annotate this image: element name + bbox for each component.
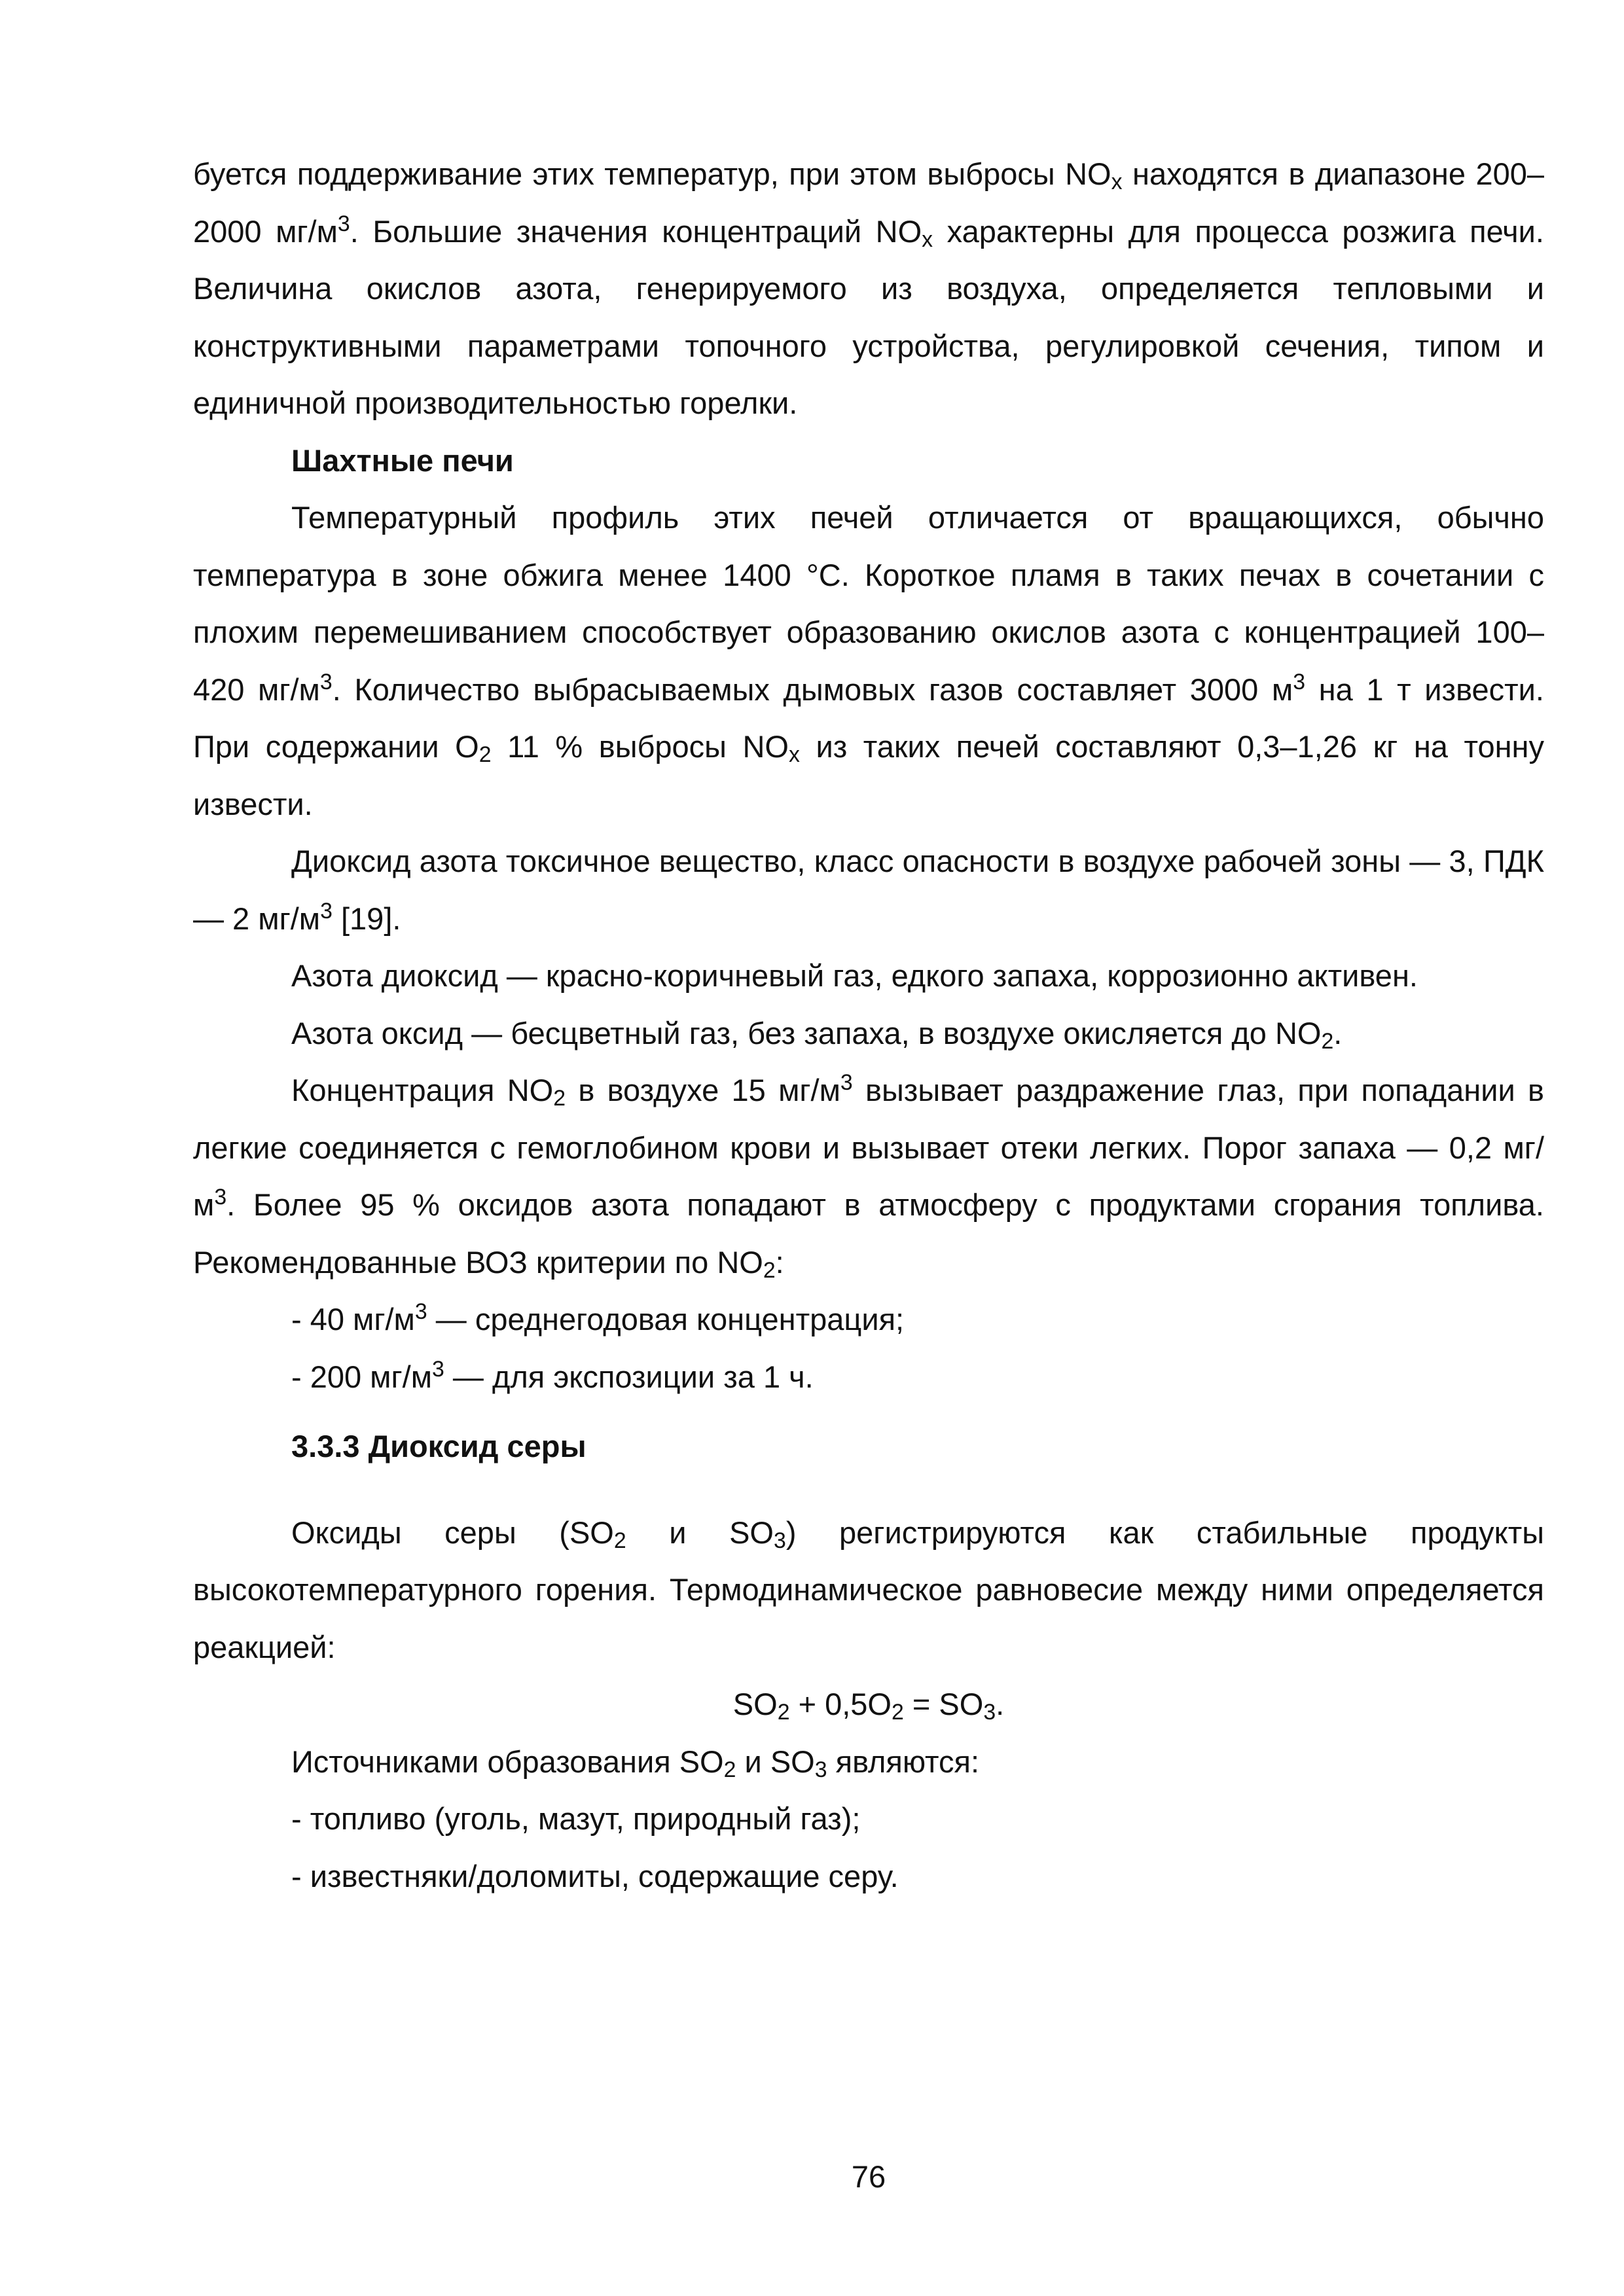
subheading-shaft-kilns: Шахтные печи bbox=[291, 442, 514, 478]
list-item-annual: - 40 $мг/м^3$ — среднегодовая концентрация; bbox=[291, 1299, 905, 1336]
paragraph-shaft-kilns: Температурный профиль этих печей отличается от вращающихся, обычно температура в зоне обжига менее 1400 °С. Короткое пламя в таких печах в сочетании с плохим перемешиванием способствует образованию окислов азота с концентрацией 100–420 $мг/м^3$. Количество выбрасываемых дымовых газов составляет 3000 $м^3$ на 1 т извести. При содержании $O_2$ 11 % выбросы $NO_x$ из таких печей составляют 0,3–1,26 кг на тонну извести. bbox=[193, 500, 1545, 821]
list-item-fuel: - топливо (уголь, мазут, природный газ); bbox=[291, 1801, 861, 1836]
paragraph-no2-description: Азота диоксид — красно-коричневый газ, едкого запаха, коррозионно активен. bbox=[291, 958, 1418, 993]
equation-so3: $SO_2 + 0,5O_2 = SO_3$. bbox=[732, 1687, 1005, 1725]
text-block-nox bbox=[193, 145, 1544, 1405]
section-heading-sulfur-dioxide: 3.3.3 Диоксид серы bbox=[291, 1429, 586, 1463]
page-number: 76 bbox=[851, 2159, 886, 2194]
paragraph-no2-toxicity: Диоксид азота токсичное вещество, класс опасности в воздухе рабочей зоны — 3, ПДК — 2 $мг/м^3$ [19]. bbox=[193, 844, 1544, 936]
paragraph-sulfur-sources: Источниками образования $SO_2$ и $SO_3$ являются: bbox=[291, 1744, 980, 1782]
section-gap bbox=[193, 1475, 1544, 1504]
paragraph-nox-emissions: буется поддерживание этих температур, при этом выбросы $NO_x$ находятся в диапазоне 200–2000 $мг/м^3$. Большие значения концентраций $NO_x$ характерны для процесса розжига печи. Величина окислов азота, генерируемого из воздуха, определяется тепловыми и конструктивными параметрами топочного устройства, регулировкой сечения, типом и единичной производительностью горелки. bbox=[193, 156, 1545, 420]
document-page bbox=[193, 0, 1544, 2296]
list-item-hourly: - 200 $мг/м^3$ — для экспозиции за 1 ч. bbox=[291, 1356, 814, 1394]
paragraph-no2-effects: Концентрация $NO_2$ в воздухе 15 $мг/м^3$ вызывает раздражение глаз, при попадании в легкие соединяется с гемоглобином крови и вызывает отеки легких. Порог запаха — 0,2 $мг/м^3$. Более 95 % оксидов азота попадают в атмосферу с продуктами сгорания топлива. Рекомендованные ВОЗ критерии по $NO_2$: bbox=[193, 1070, 1544, 1283]
paragraph-sulfur-oxides: Оксиды серы ($SO_2$ и $SO_3$) регистрируются как стабильные продукты высокотемпературного горения. Термодинамическое равновесие между ними определяется реакцией: bbox=[193, 1515, 1545, 1664]
paragraph-no-description: Азота оксид — бесцветный газ, без запаха, в воздухе окисляется до $NO_2$. bbox=[291, 1015, 1343, 1054]
text-block-sulfur-dioxide bbox=[193, 1418, 1544, 1905]
list-item-limestone: - известняки/доломиты, содержащие серу. bbox=[291, 1858, 899, 1893]
